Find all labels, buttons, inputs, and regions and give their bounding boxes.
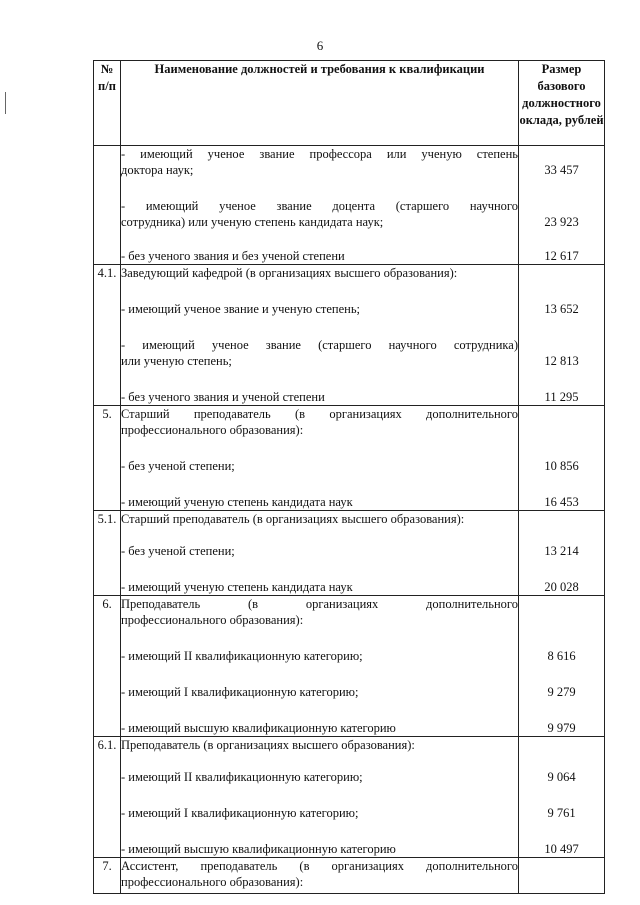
- salary-value: 10 497: [544, 842, 579, 856]
- table-row: [94, 737, 605, 858]
- requirement-text: - имеющий II квалификационную категорию;: [121, 649, 363, 663]
- salary-table: [93, 60, 605, 894]
- value-spacer: [519, 265, 604, 281]
- row-number: 5.: [94, 406, 121, 511]
- requirement-text: - имеющий ученое звание доцента (старшего научного: [121, 199, 518, 213]
- value-spacer: [519, 406, 604, 438]
- salary-value: 13 214: [544, 544, 579, 558]
- row-number: 6.1.: [94, 737, 121, 858]
- row-values: [519, 596, 605, 737]
- requirement-text: - имеющий ученое звание и ученую степень;: [121, 302, 360, 316]
- table-header-row: [94, 61, 605, 146]
- row-values: [519, 265, 605, 406]
- row-number: 5.1.: [94, 511, 121, 596]
- item-gap: [519, 369, 604, 389]
- row-number: [94, 146, 121, 265]
- item-gap: [519, 628, 604, 648]
- salary-value: 23 923: [544, 215, 579, 229]
- header-num-line: №: [100, 62, 114, 76]
- item-gap: [121, 628, 518, 648]
- item-gap: [519, 146, 604, 162]
- salary-value: 11 295: [544, 390, 579, 404]
- row-number: 4.1.: [94, 265, 121, 406]
- position-title: Ассистент, преподаватель (в организациях дополнительного: [121, 859, 518, 873]
- item-gap: [519, 700, 604, 720]
- item-gap: [121, 821, 518, 841]
- item-gap: [519, 438, 604, 458]
- row-description: [121, 146, 519, 265]
- salary-value: 12 813: [544, 354, 579, 368]
- item-gap: [121, 369, 518, 389]
- table-row: [94, 406, 605, 511]
- item-gap: [519, 178, 604, 214]
- header-num-line: п/п: [98, 79, 116, 93]
- row-description: [121, 511, 519, 596]
- position-title: Старший преподаватель (в организациях высшего образования):: [121, 512, 465, 526]
- row-values: [519, 737, 605, 858]
- position-title: Преподаватель (в организациях высшего образования):: [121, 738, 415, 752]
- table-row: [94, 858, 605, 894]
- item-gap: [121, 527, 518, 543]
- scan-edge-mark: [5, 92, 6, 114]
- row-description: [121, 858, 519, 894]
- header-salary: Размер базового должностного оклада, рублей: [519, 61, 605, 146]
- item-gap: [519, 317, 604, 353]
- item-gap: [519, 527, 604, 543]
- item-gap: [519, 821, 604, 841]
- item-gap: [121, 700, 518, 720]
- requirement-text: - без ученой степени;: [121, 459, 235, 473]
- requirement-text: - имеющий ученое звание профессора или ученую степень: [121, 147, 518, 161]
- position-title: профессионального образования):: [121, 423, 304, 437]
- salary-value: 20 028: [544, 580, 579, 594]
- item-gap: [121, 474, 518, 494]
- table-row: [94, 265, 605, 406]
- item-gap: [519, 281, 604, 301]
- requirement-text: или ученую степень;: [121, 354, 232, 368]
- requirement-text: сотрудника) или ученую степень кандидата наук;: [121, 215, 384, 229]
- value-spacer: [519, 511, 604, 527]
- value-spacer: [519, 596, 604, 628]
- salary-value: 16 453: [544, 495, 579, 509]
- requirement-text: - без ученого звания и ученой степени: [121, 390, 325, 404]
- item-gap: [519, 664, 604, 684]
- item-gap: [121, 438, 518, 458]
- salary-value: 8 616: [547, 649, 576, 663]
- value-spacer: [519, 858, 604, 890]
- table-row: [94, 511, 605, 596]
- item-gap: [121, 753, 518, 769]
- row-values: [519, 511, 605, 596]
- row-description: [121, 737, 519, 858]
- item-gap: [519, 785, 604, 805]
- row-description: [121, 406, 519, 511]
- table-row: [94, 146, 605, 265]
- page-number: 6: [316, 38, 324, 53]
- requirement-text: - без ученого звания и без ученой степени: [121, 249, 345, 263]
- row-values: [519, 858, 605, 894]
- requirement-text: - имеющий I квалификационную категорию;: [121, 685, 359, 699]
- salary-value: 33 457: [544, 163, 579, 177]
- item-gap: [519, 559, 604, 579]
- row-number: 6.: [94, 596, 121, 737]
- row-description: [121, 596, 519, 737]
- item-gap: [121, 317, 518, 337]
- item-gap: [519, 474, 604, 494]
- position-title: Старший преподаватель (в организациях дополнительного: [121, 407, 518, 421]
- salary-value: 9 761: [547, 806, 576, 820]
- row-values: [519, 406, 605, 511]
- salary-value: 13 652: [544, 302, 579, 316]
- item-gap: [121, 559, 518, 579]
- item-gap: [519, 753, 604, 769]
- requirement-text: - имеющий высшую квалификационную категорию: [121, 721, 396, 735]
- header-num: [94, 61, 121, 146]
- salary-value: 9 979: [547, 721, 576, 735]
- requirement-text: - имеющий II квалификационную категорию;: [121, 770, 363, 784]
- item-gap: [121, 178, 518, 198]
- position-title: профессионального образования):: [121, 875, 304, 889]
- requirement-text: - имеющий ученое звание (старшего научного сотрудника): [121, 338, 518, 352]
- requirement-text: - без ученой степени;: [121, 544, 235, 558]
- requirement-text: - имеющий ученую степень кандидата наук: [121, 580, 353, 594]
- salary-value: 10 856: [544, 459, 579, 473]
- row-description: [121, 265, 519, 406]
- row-values: [519, 146, 605, 265]
- position-title: Преподаватель (в организациях дополнительного: [121, 597, 518, 611]
- item-gap: [519, 230, 604, 248]
- item-gap: [121, 230, 518, 248]
- position-title: Заведующий кафедрой (в организациях высшего образования):: [121, 266, 458, 280]
- item-gap: [121, 281, 518, 301]
- table-row: [94, 596, 605, 737]
- salary-value: 9 064: [547, 770, 576, 784]
- requirement-text: - имеющий I квалификационную категорию;: [121, 806, 359, 820]
- header-name: Наименование должностей и требования к квалификации: [121, 61, 519, 146]
- salary-value: 12 617: [544, 249, 579, 263]
- item-gap: [121, 664, 518, 684]
- position-title: профессионального образования):: [121, 613, 304, 627]
- requirement-text: доктора наук;: [121, 163, 194, 177]
- row-number: 7.: [94, 858, 121, 894]
- requirement-text: - имеющий высшую квалификационную категорию: [121, 842, 396, 856]
- requirement-text: - имеющий ученую степень кандидата наук: [121, 495, 353, 509]
- salary-value: 9 279: [547, 685, 576, 699]
- item-gap: [121, 785, 518, 805]
- value-spacer: [519, 737, 604, 753]
